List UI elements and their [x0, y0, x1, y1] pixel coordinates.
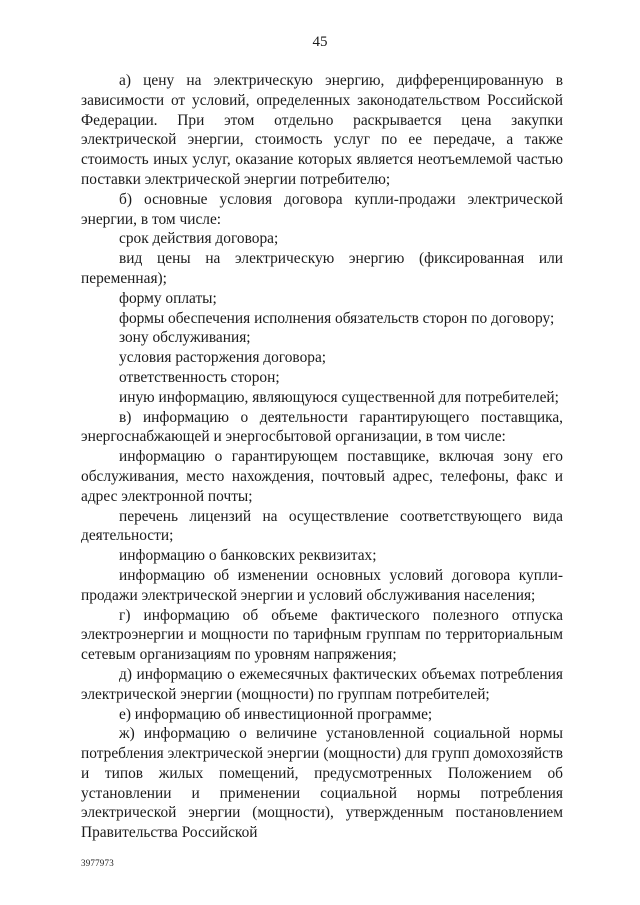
- paragraph-liability: ответственность сторон;: [119, 368, 280, 386]
- document-body: [81, 71, 563, 843]
- paragraph-g-supply-volume: г) информацию об объеме фактического полезного отпуска электроэнергии и мощности по тарифным группам по территориальным сетевым организациям по уровням напряжения;: [81, 606, 563, 664]
- paragraph-price-type: вид цены на электрическую энергию (фиксированная или переменная);: [81, 250, 563, 287]
- paragraph-v-activity-info: в) информацию о деятельности гарантирующего поставщика, энергоснабжающей и энергосбытовой организации, в том числе:: [81, 408, 563, 446]
- paragraph-supplier-info: информацию о гарантирующем поставщике, включая зону его обслуживания, место нахождения, почтовый адрес, телефоны, факс и адрес электронной почты;: [81, 448, 563, 505]
- paragraph-service-zone: зону обслуживания;: [119, 329, 251, 347]
- paragraph-contract-changes: информацию об изменении основных условий договора купли-продажи электрической энергии и условий обслуживания населения;: [81, 566, 563, 604]
- paragraph-termination-terms: условия расторжения договора;: [119, 349, 327, 367]
- paragraph-d-monthly-consumption: д) информацию о ежемесячных фактических объемах потребления электрической энергии (мощности) по группам потребителей;: [81, 665, 563, 703]
- document-code: 3977973: [81, 858, 114, 868]
- paragraph-contract-term: срок действия договора;: [119, 230, 279, 248]
- paragraph-b-contract-terms: б) основные условия договора купли-продажи электрической энергии, в том числе:: [81, 190, 563, 228]
- page-number: 45: [312, 34, 328, 50]
- paragraph-payment-form: форму оплаты;: [119, 289, 217, 307]
- paragraph-licenses: перечень лицензий на осуществление соответствующего вида деятельности;: [81, 507, 563, 545]
- paragraph-other-info: иную информацию, являющуюся существенной для потребителей;: [119, 388, 559, 406]
- paragraph-a-price: а) цену на электрическую энергию, дифференцированную в зависимости от условий, определенных законодательством Российской Федерации. При этом отдельно раскрывается цена закупки электрической энергии, стоимость услуг по ее передаче, а также стоимость иных услуг, оказание которых является неотъемлемой частью поставки электрической энергии потребителю;: [81, 72, 563, 188]
- paragraph-e-investment-program: е) информацию об инвестиционной программе;: [119, 705, 433, 723]
- paragraph-zh-social-norm: ж) информацию о величине установленной социальной нормы потребления электрической энергии (мощности) для групп домохозяйств и типов жилых помещений, предусмотренных Положением об установлении и применении социальной нормы потребления электрической энергии (мощности), утвержденным постановлением Правительства Российской: [81, 725, 563, 842]
- paragraph-obligation-security: формы обеспечения исполнения обязательств сторон по договору;: [119, 309, 555, 327]
- paragraph-bank-details: информацию о банковских реквизитах;: [119, 547, 377, 565]
